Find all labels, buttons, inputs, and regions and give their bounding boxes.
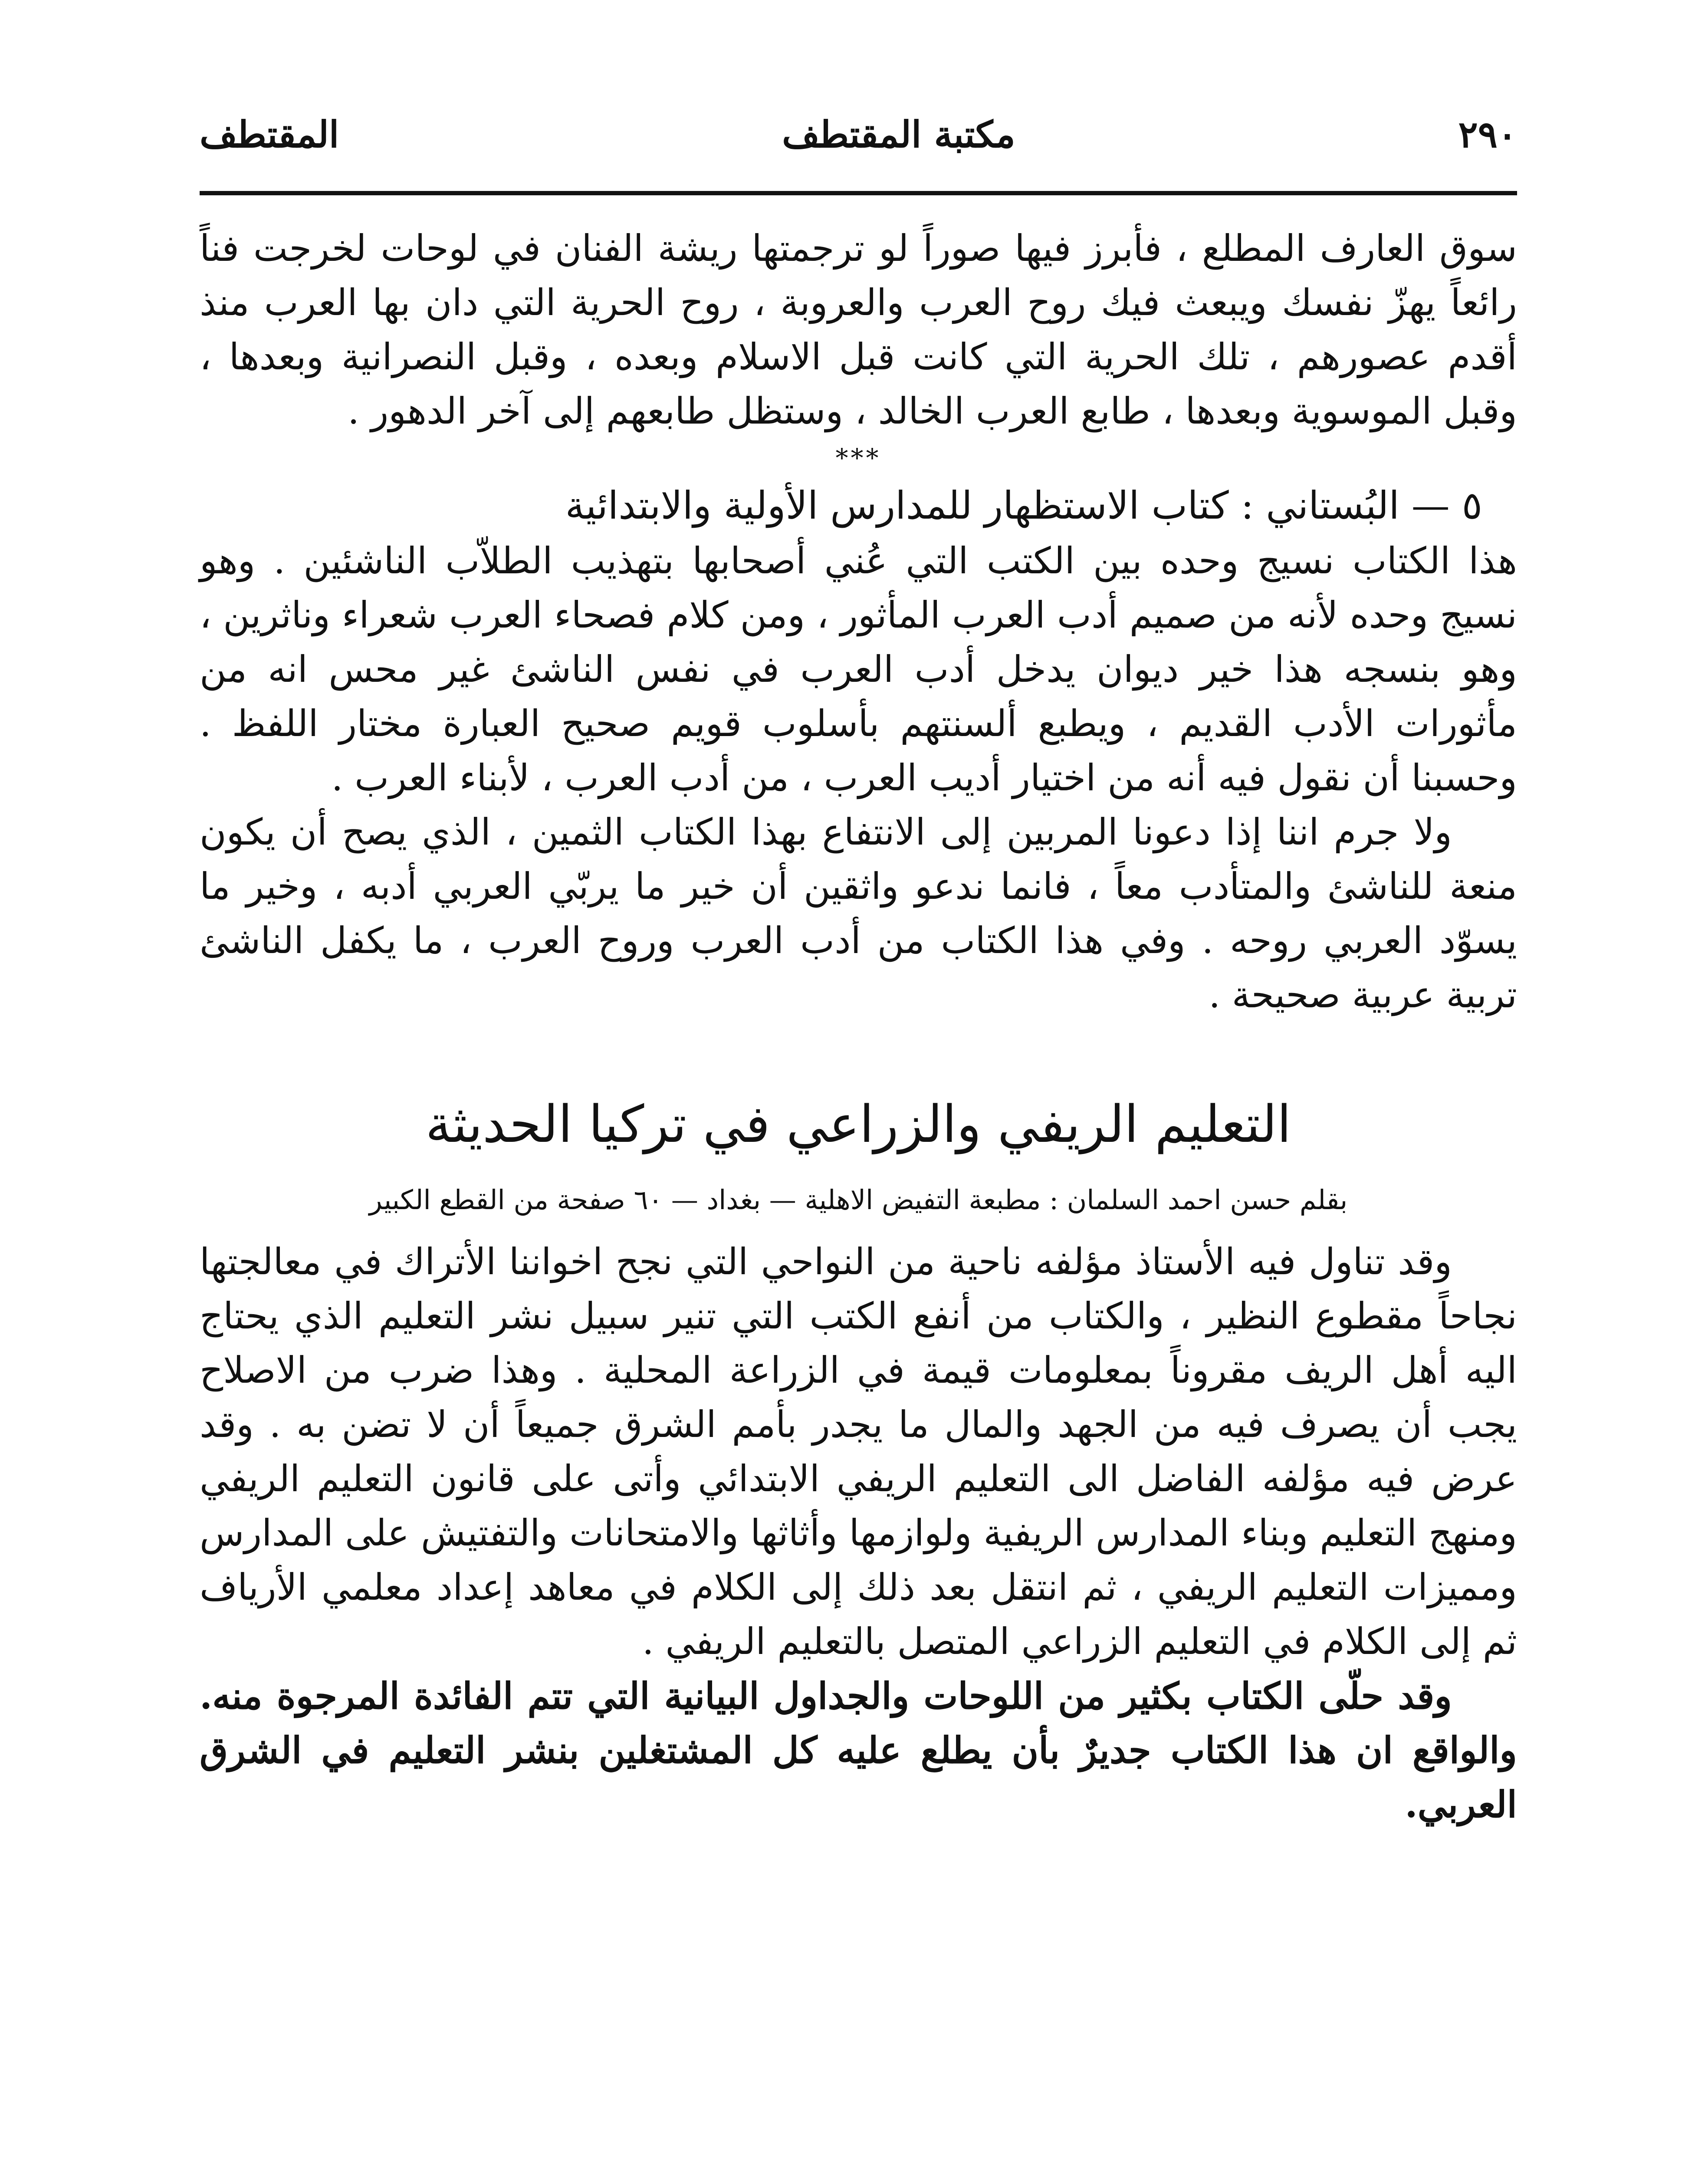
section-separator: ***	[835, 443, 881, 473]
page-number: ٢٩٠	[1458, 113, 1517, 156]
entry-5-title: ٥ — البُستاني : كتاب الاستظهار للمدارس الأولية والابتدائية	[565, 483, 1482, 528]
entry-5-paragraph-2: ولا جرم اننا إذا دعونا المربين إلى الانتفاع بهذا الكتاب الثمين ، الذي يصح أن يكون منعة للناشئ والمتأدب معاً ، فانما ندعو واثقين أن خير ما يربّي العربي أدبه ، وخير ما يسوّد العربي روحه . وفي هذا الكتاب من أدب العرب وروح العرب ، ما يكفل الناشئ تربية عربية صحيحة .	[200, 811, 1517, 1016]
article-paragraph-2: وقد حلّى الكتاب بكثير من اللوحات والجداول البيانية التي تتم الفائدة المرجوة منه. والواقع ان هذا الكتاب جديرٌ بأن يطلع عليه كل المشتغلين بنشر التعليم في الشرق العربي.	[200, 1674, 1517, 1826]
journal-name: المقتطف	[200, 113, 339, 156]
article-title: التعليم الريفي والزراعي في تركيا الحديثة	[425, 1094, 1291, 1154]
article-byline: بقلم حسن احمد السلمان : مطبعة التفيض الاهلية — بغداد — ٦٠ صفحة من القطع الكبير	[369, 1184, 1348, 1216]
continuation-paragraph: سوق العارف المطلع ، فأبرز فيها صوراً لو ترجمتها ريشة الفنان في لوحات لخرجت فناً رائعاً يهزّ نفسك ويبعث فيك روح العرب والعروبة ، روح الحرية التي دان بها العرب منذ أقدم عصورهم ، تلك الحرية التي كانت قبل الاسلام وبعده ، وقبل النصرانية وبعدها ، وقبل الموسوية وبعدها ، طابع العرب الخالد ، وستظل طابعهم إلى آخر الدهور .	[200, 227, 1517, 432]
entry-5-paragraph-1: هذا الكتاب نسيج وحده بين الكتب التي عُني أصحابها بتهذيب الطلاّب الناشئين . وهو نسيج وحده لأنه من صميم أدب العرب المأثور ، ومن كلام فصحاء العرب شعراء وناثرين ، وهو بنسجه هذا خير ديوان يدخل أدب العرب في نفس الناشئ غير محس انه من مأثورات الأدب القديم ، ويطبع ألسنتهم بأسلوب قويم صحيح العبارة مختار اللفظ . وحسبنا أن نقول فيه أنه من اختيار أديب العرب ، من أدب العرب ، لأبناء العرب .	[200, 539, 1517, 799]
running-header	[200, 113, 1517, 178]
header-rule	[200, 191, 1517, 195]
section-title: مكتبة المقتطف	[782, 113, 1015, 156]
article-paragraph-1: وقد تناول فيه الأستاذ مؤلفه ناحية من النواحي التي نجح اخواننا الأتراك في معالجتها نجاحاً مقطوع النظير ، والكتاب من أنفع الكتب التي تنير سبيل نشر التعليم الذي يحتاج اليه أهل الريف مقروناً بمعلومات قيمة في الزراعة المحلية . وهذا ضرب من الاصلاح يجب أن يصرف فيه من الجهد والمال ما يجدر بأمم الشرق جميعاً أن لا تضن به . وقد عرض فيه مؤلفه الفاضل الى التعليم الريفي الابتدائي وأتى على قانون التعليم الريفي ومنهج التعليم وبناء المدارس الريفية ولوازمها وأثاثها والامتحانات والتفتيش على المدارس ومميزات التعليم الريفي ، ثم انتقل بعد ذلك إلى الكلام في معاهد إعداد معلمي الأرياف ثم إلى الكلام في التعليم الزراعي المتصل بالتعليم الريفي .	[200, 1240, 1517, 1663]
